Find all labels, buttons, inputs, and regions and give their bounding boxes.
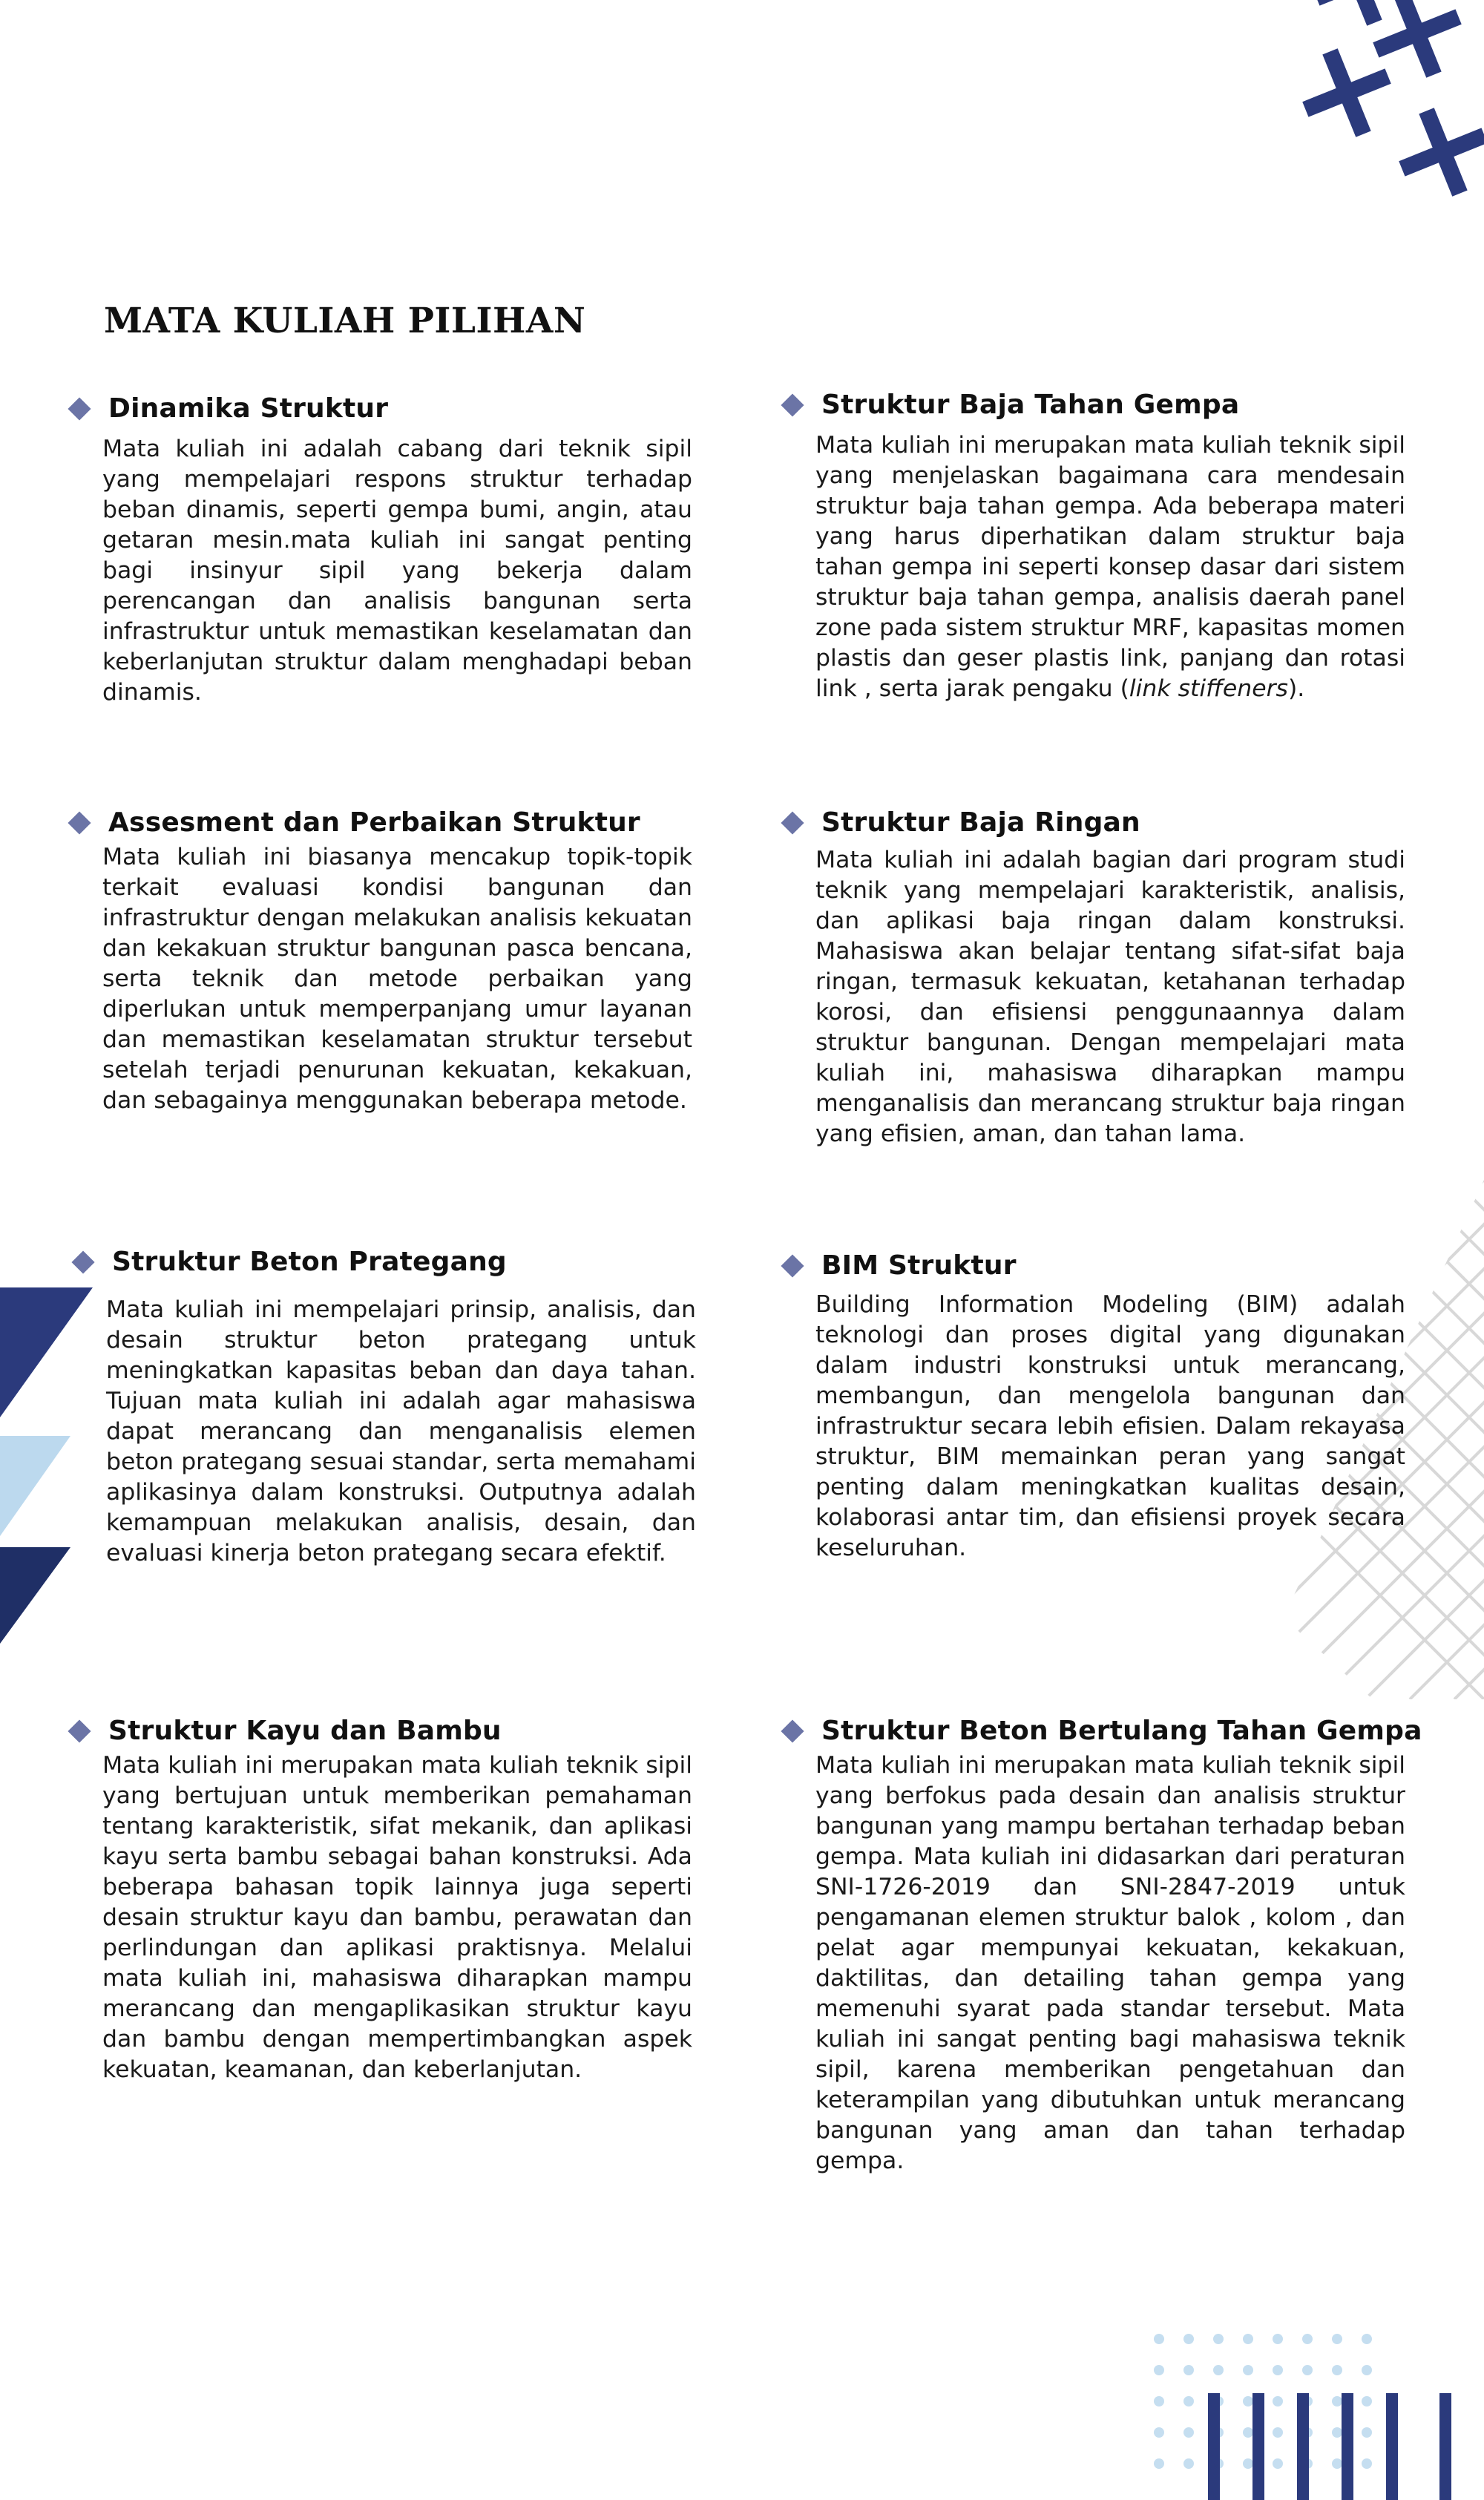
decor-dot [1273,2396,1283,2407]
diamond-bullet-icon [71,1250,94,1273]
section-title: Struktur Baja Ringan [821,807,1140,838]
decor-dot [1154,2365,1164,2375]
section-body-text: Mata kuliah ini merupakan mata kuliah teknik sipil yang menjelaskan bagaimana cara mendesain struktur baja tahan gempa. Ada beberapa materi yang harus diperhatikan dalam struktur baja tahan gempa ini seperti konsep dasar dari sistem struktur baja tahan gempa, analisis daerah panel zone pada sistem struktur MRF, kapasitas momen plastis dan geser plastis link, panjang dan rotasi link , serta jarak pengaku ( [815,432,1405,702]
dot-pattern-decoration [1143,2323,1484,2500]
section-body: Mata kuliah ini adalah bagian dari program studi teknik yang mempelajari karakteristik, analisis, dan aplikasi baja ringan dalam konstruksi. Mahasiswa akan belajar tentang sifat-sifat baja ringan, termasuk kekuatan, ketahanan terhadap korosi, dan efisiensi penggunaannya dalam struktur bangunan. Dengan mempelajari mata kuliah ini, mahasiswa diharapkan mampu menganalisis dan merancang struktur baja ringan yang efisien, aman, dan tahan lama. [815,847,1405,1147]
decor-dot [1332,2427,1342,2438]
section-title: Assesment dan Perbaikan Struktur [108,807,640,838]
decor-dot [1243,2458,1253,2469]
diamond-bullet-icon [68,1719,91,1742]
decor-dot [1154,2427,1164,2438]
section-body: Mata kuliah ini adalah cabang dari teknik sipil yang mempelajari respons struktur terhadap beban dinamis, seperti gempa bumi, angin, atau getaran mesin.mata kuliah ini sangat penting bagi insinyur sipil yang bekerja dalam perencangan dan analisis bangunan serta infrastruktur untuk memastikan keselamatan dan keberlanjutan struktur dalam menghadapi beban dinamis. [102,436,692,706]
diamond-bullet-icon [781,393,804,416]
decor-bar [1297,2393,1309,2500]
section-bim-struktur [815,1250,1405,1564]
diamond-bullet-icon [68,811,91,834]
decor-bar [1342,2393,1353,2500]
decor-bar [1208,2393,1220,2500]
diamond-bullet-icon [781,811,804,834]
diamond-bullet-icon [68,397,91,420]
section-body: Mata kuliah ini biasanya mencakup topik-topik terkait evaluasi kondisi bangunan dan infrastruktur dengan melakukan analisis kekuatan dan kekakuan struktur bangunan pasca bencana, serta teknik dan metode perbaikan yang diperlukan untuk memperpanjang umur layanan dan memastikan keselamatan struktur tersebut setelah terjadi penurunan kekuatan, kekakuan, dan sebagainya menggunakan beberapa metode. [102,844,692,1114]
section-dinamika-struktur [102,393,692,708]
decor-dot [1154,2334,1164,2344]
decor-dot [1332,2334,1342,2344]
decor-dot [1362,2334,1372,2344]
decor-dot [1273,2458,1283,2469]
section-body-end: ). [1287,675,1305,702]
section-title: Struktur Beton Prategang [112,1247,507,1277]
decor-dot [1273,2334,1283,2344]
section-body: Building Information Modeling (BIM) adalah teknologi dan proses digital yang digunakan dalam industri konstruksi untuk merancang, membangun, dan mengelola bangunan dan infrastruktur secara lebih efisien. Dalam rekayasa struktur, BIM memainkan peran yang sangat penting dalam meningkatkan kualitas desain, kolaborasi antar tim, dan efisiensi proyek secara keseluruhan. [815,1291,1405,1561]
section-body [815,430,1405,704]
cross-pattern-decoration [1276,0,1484,215]
decor-dot [1243,2334,1253,2344]
section-struktur-baja-ringan [815,807,1405,1149]
section-assesment-perbaikan-struktur [102,807,692,1116]
section-body: Mata kuliah ini merupakan mata kuliah teknik sipil yang berfokus pada desain dan analisis struktur bangunan yang mampu bertahan terhadap beban gempa. Mata kuliah ini didasarkan dari peraturan SNI-1726-2019 dan SNI-2847-2019 untuk pengamanan elemen struktur balok , kolom , dan pelat agar mempunyai kekuatan, kekakuan, daktilitas, dan detailing tahan gempa yang memenuhi syarat pada standar tersebut. Mata kuliah ini sangat penting bagi mahasiswa teknik sipil, karena memberikan pengetahuan dan keterampilan yang dibutuhkan untuk merancang bangunan yang aman dan tahan terhadap gempa. [815,1752,1405,2174]
section-title: Struktur Baja Tahan Gempa [821,390,1240,420]
section-struktur-beton-prategang [106,1247,696,1569]
decor-dot [1302,2334,1313,2344]
decor-bar [1386,2393,1398,2500]
section-body: Mata kuliah ini mempelajari prinsip, analisis, dan desain struktur beton prategang untuk meningkatkan kapasitas beban dan daya tahan. Tujuan mata kuliah ini adalah agar mahasiswa dapat merancang dan menganalisis elemen beton prategang sesuai standar, serta memahami aplikasinya dalam konstruksi. Outputnya adalah kemampuan melakukan analisis, desain, dan evaluasi kinerja beton prategang secara efektif. [106,1296,696,1566]
decor-dot [1273,2427,1283,2438]
decor-dot [1243,2365,1253,2375]
section-title: Dinamika Struktur [108,393,389,424]
decor-dot [1243,2427,1253,2438]
decor-bar [1252,2393,1264,2500]
decor-dot [1332,2458,1342,2469]
decor-dot [1332,2396,1342,2407]
decor-dot [1332,2365,1342,2375]
diamond-bullet-icon [781,1719,804,1742]
section-title: BIM Struktur [821,1250,1017,1281]
diamond-bullet-icon [781,1254,804,1277]
decor-dot [1243,2396,1253,2407]
section-body: Mata kuliah ini merupakan mata kuliah teknik sipil yang bertujuan untuk memberikan pemahaman tentang karakteristik, sifat mekanik, dan aplikasi kayu serta bambu sebagai bahan konstruksi. Ada beberapa bahasan topik lainnya juga seperti desain struktur kayu dan bambu, perawatan dan perlindungan dan aplikasi praktisnya. Melalui mata kuliah ini, mahasiswa diharapkan mampu merancang dan mengaplikasikan struktur kayu dan bambu dengan mempertimbangkan aspek kekuatan, keamanan, dan keberlanjutan. [102,1752,692,2083]
decor-bar [1439,2393,1451,2500]
decor-dot [1213,2334,1224,2344]
decor-dot [1183,2396,1194,2407]
triangle-decoration [0,1280,104,1651]
decor-dot [1362,2427,1372,2438]
decor-dot [1362,2396,1372,2407]
decor-dot [1154,2458,1164,2469]
decor-dot [1154,2396,1164,2407]
decor-dot [1362,2458,1372,2469]
section-struktur-kayu-bambu [102,1716,692,2085]
decor-dot [1183,2334,1194,2344]
decor-dot [1273,2365,1283,2375]
decor-dot [1183,2458,1194,2469]
page-title: MATA KULIAH PILIHAN [104,301,586,341]
section-body-italic: link stiffeners [1129,675,1288,702]
section-title: Struktur Beton Bertulang Tahan Gempa [821,1716,1422,1746]
section-struktur-beton-bertulang-tahan-gempa [815,1716,1422,2176]
decor-dot [1213,2365,1224,2375]
decor-dot [1183,2365,1194,2375]
section-title: Struktur Kayu dan Bambu [108,1716,502,1746]
decor-dot [1183,2427,1194,2438]
decor-dot [1302,2365,1313,2375]
section-struktur-baja-tahan-gempa [815,390,1405,704]
decor-dot [1362,2365,1372,2375]
